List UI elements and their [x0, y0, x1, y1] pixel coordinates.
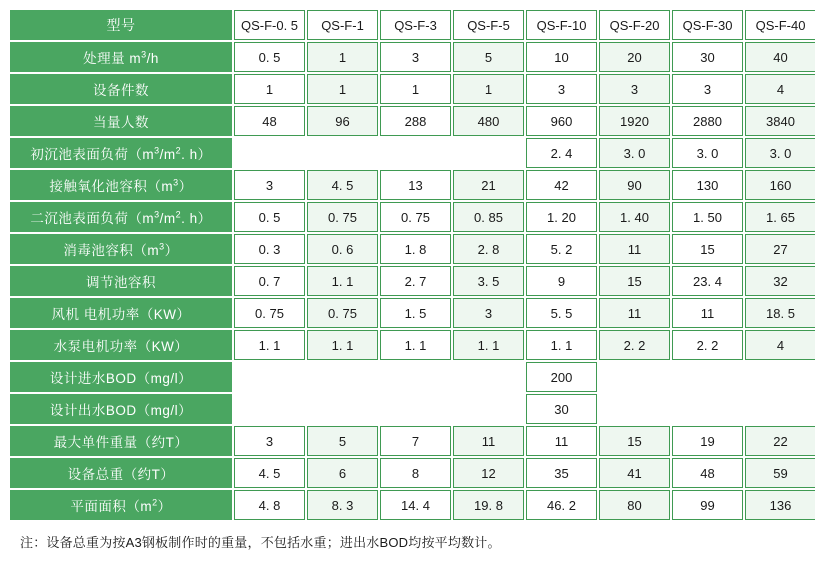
value-cell: 3 [234, 426, 305, 456]
value-cell: 4 [745, 330, 815, 360]
table-row [10, 170, 815, 200]
value-cell: 3 [599, 74, 670, 104]
row-label: 接触氧化池容积$(m^3)$ [10, 170, 232, 200]
value-cell: 3. 0 [672, 138, 743, 168]
model-header-cell: QS-F-3 [380, 10, 451, 40]
empty-cell [380, 394, 451, 424]
value-cell: 1. 40 [599, 202, 670, 232]
value-cell: 1. 1 [307, 266, 378, 296]
value-cell: 11 [599, 234, 670, 264]
value-cell: 5 [307, 426, 378, 456]
row-label: 初沉池表面负荷（$m^3/m^2$. h） [10, 138, 232, 168]
row-label: 处理量 $m^3/h$ [10, 42, 232, 72]
empty-cell [380, 362, 451, 392]
value-cell: 1920 [599, 106, 670, 136]
model-header-cell: QS-F-1 [307, 10, 378, 40]
value-cell: 3. 0 [599, 138, 670, 168]
value-cell: 11 [599, 298, 670, 328]
empty-cell [234, 138, 305, 168]
value-cell: 8 [380, 458, 451, 488]
model-header-cell: QS-F-5 [453, 10, 524, 40]
value-cell: 23. 4 [672, 266, 743, 296]
value-cell: 2. 2 [599, 330, 670, 360]
value-cell: 0. 7 [234, 266, 305, 296]
value-cell: 5. 5 [526, 298, 597, 328]
table-body [10, 10, 815, 520]
value-cell: 22 [745, 426, 815, 456]
table-row [10, 202, 815, 232]
empty-cell [307, 394, 378, 424]
model-header-cell: QS-F-30 [672, 10, 743, 40]
value-cell: 1. 20 [526, 202, 597, 232]
value-cell: 14. 4 [380, 490, 451, 520]
row-label: 最大单件重量（约T） [10, 426, 232, 456]
value-cell: 1 [380, 74, 451, 104]
specification-table [8, 8, 815, 522]
value-cell: 4. 8 [234, 490, 305, 520]
table-header-row [10, 10, 815, 40]
value-cell: 8. 3 [307, 490, 378, 520]
value-cell: 15 [672, 234, 743, 264]
row-label: 水泵电机功率（KW） [10, 330, 232, 360]
value-cell: 11 [672, 298, 743, 328]
value-cell: 2. 8 [453, 234, 524, 264]
table-row [10, 394, 815, 424]
row-label: 设计出水BOD（mg/l） [10, 394, 232, 424]
value-cell: 0. 85 [453, 202, 524, 232]
value-cell: 2. 7 [380, 266, 451, 296]
value-cell: 40 [745, 42, 815, 72]
value-cell: 59 [745, 458, 815, 488]
table-row [10, 234, 815, 264]
value-cell: 19. 8 [453, 490, 524, 520]
value-cell: 7 [380, 426, 451, 456]
table-row [10, 106, 815, 136]
empty-cell [745, 362, 815, 392]
empty-cell [307, 138, 378, 168]
value-cell: 136 [745, 490, 815, 520]
row-label: 风机 电机功率（KW） [10, 298, 232, 328]
value-cell: 1. 1 [234, 330, 305, 360]
value-cell: 30 [526, 394, 597, 424]
value-cell: 5. 2 [526, 234, 597, 264]
value-cell: 30 [672, 42, 743, 72]
label-superscript: 3 [154, 209, 160, 220]
value-cell: 41 [599, 458, 670, 488]
value-cell: 1. 1 [380, 330, 451, 360]
value-cell: 48 [234, 106, 305, 136]
value-cell: 1. 1 [526, 330, 597, 360]
empty-cell [672, 394, 743, 424]
value-cell: 35 [526, 458, 597, 488]
row-label: 平面面积$(m^2)$ [10, 490, 232, 520]
value-cell: 0. 75 [307, 298, 378, 328]
value-cell: 1. 65 [745, 202, 815, 232]
label-superscript: 3 [154, 145, 160, 156]
model-header-cell: QS-F-20 [599, 10, 670, 40]
empty-cell [380, 138, 451, 168]
value-cell: 0. 75 [380, 202, 451, 232]
value-cell: 200 [526, 362, 597, 392]
value-cell: 4. 5 [234, 458, 305, 488]
value-cell: 4 [745, 74, 815, 104]
table-row [10, 298, 815, 328]
value-cell: 96 [307, 106, 378, 136]
empty-cell [599, 394, 670, 424]
model-header-cell: QS-F-40 [745, 10, 815, 40]
table-row [10, 362, 815, 392]
table-row [10, 138, 815, 168]
value-cell: 130 [672, 170, 743, 200]
value-cell: 2. 2 [672, 330, 743, 360]
table-row [10, 266, 815, 296]
row-label: 消毒池容积$(m^3)$ [10, 234, 232, 264]
row-label: 设备件数 [10, 74, 232, 104]
value-cell: 1. 50 [672, 202, 743, 232]
table-row [10, 42, 815, 72]
row-label: 设备总重（约T） [10, 458, 232, 488]
value-cell: 3. 5 [453, 266, 524, 296]
value-cell: 0. 75 [234, 298, 305, 328]
row-label: 设计进水BOD（mg/l） [10, 362, 232, 392]
value-cell: 4. 5 [307, 170, 378, 200]
value-cell: 1. 1 [453, 330, 524, 360]
value-cell: 1. 8 [380, 234, 451, 264]
table-note: 注：设备总重为按A3钢板制作时的重量，不包括水重；进出水BOD均按平均数计。 [20, 535, 501, 550]
value-cell: 1. 1 [307, 330, 378, 360]
empty-cell [453, 362, 524, 392]
label-superscript: 3 [141, 49, 147, 60]
value-cell: 160 [745, 170, 815, 200]
value-cell: 19 [672, 426, 743, 456]
value-cell: 2. 4 [526, 138, 597, 168]
empty-cell [234, 362, 305, 392]
value-cell: 80 [599, 490, 670, 520]
empty-cell [672, 362, 743, 392]
value-cell: 21 [453, 170, 524, 200]
model-header-cell: QS-F-10 [526, 10, 597, 40]
table-row [10, 458, 815, 488]
empty-cell [307, 362, 378, 392]
value-cell: 1. 5 [380, 298, 451, 328]
header-label: 型号 [10, 10, 232, 40]
label-superscript: 3 [173, 177, 179, 188]
table-row [10, 490, 815, 520]
row-label: 二沉池表面负荷（$m^3/m^2$. h） [10, 202, 232, 232]
value-cell: 12 [453, 458, 524, 488]
value-cell: 0. 5 [234, 202, 305, 232]
empty-cell [234, 394, 305, 424]
value-cell: 90 [599, 170, 670, 200]
value-cell: 3840 [745, 106, 815, 136]
value-cell: 5 [453, 42, 524, 72]
value-cell: 0. 3 [234, 234, 305, 264]
row-label: 当量人数 [10, 106, 232, 136]
value-cell: 11 [526, 426, 597, 456]
value-cell: 20 [599, 42, 670, 72]
value-cell: 1 [453, 74, 524, 104]
label-superscript: 3 [159, 241, 165, 252]
value-cell: 11 [453, 426, 524, 456]
row-label: 调节池容积 [10, 266, 232, 296]
value-cell: 46. 2 [526, 490, 597, 520]
table-row [10, 426, 815, 456]
label-superscript: 2 [152, 497, 158, 508]
value-cell: 99 [672, 490, 743, 520]
value-cell: 288 [380, 106, 451, 136]
model-header-cell: QS-F-0. 5 [234, 10, 305, 40]
empty-cell [745, 394, 815, 424]
value-cell: 48 [672, 458, 743, 488]
empty-cell [599, 362, 670, 392]
value-cell: 3 [234, 170, 305, 200]
table-row [10, 74, 815, 104]
value-cell: 42 [526, 170, 597, 200]
value-cell: 2880 [672, 106, 743, 136]
value-cell: 0. 6 [307, 234, 378, 264]
label-superscript: 2 [175, 145, 182, 156]
value-cell: 27 [745, 234, 815, 264]
value-cell: 960 [526, 106, 597, 136]
value-cell: 15 [599, 426, 670, 456]
value-cell: 13 [380, 170, 451, 200]
value-cell: 3 [453, 298, 524, 328]
value-cell: 10 [526, 42, 597, 72]
value-cell: 1 [307, 74, 378, 104]
value-cell: 6 [307, 458, 378, 488]
empty-cell [453, 394, 524, 424]
value-cell: 0. 75 [307, 202, 378, 232]
value-cell: 0. 5 [234, 42, 305, 72]
value-cell: 9 [526, 266, 597, 296]
value-cell: 32 [745, 266, 815, 296]
value-cell: 18. 5 [745, 298, 815, 328]
empty-cell [453, 138, 524, 168]
value-cell: 480 [453, 106, 524, 136]
value-cell: 3 [672, 74, 743, 104]
value-cell: 3 [526, 74, 597, 104]
value-cell: 3. 0 [745, 138, 815, 168]
table-row [10, 330, 815, 360]
value-cell: 15 [599, 266, 670, 296]
label-superscript: 2 [175, 209, 182, 220]
value-cell: 3 [380, 42, 451, 72]
value-cell: 1 [307, 42, 378, 72]
value-cell: 1 [234, 74, 305, 104]
